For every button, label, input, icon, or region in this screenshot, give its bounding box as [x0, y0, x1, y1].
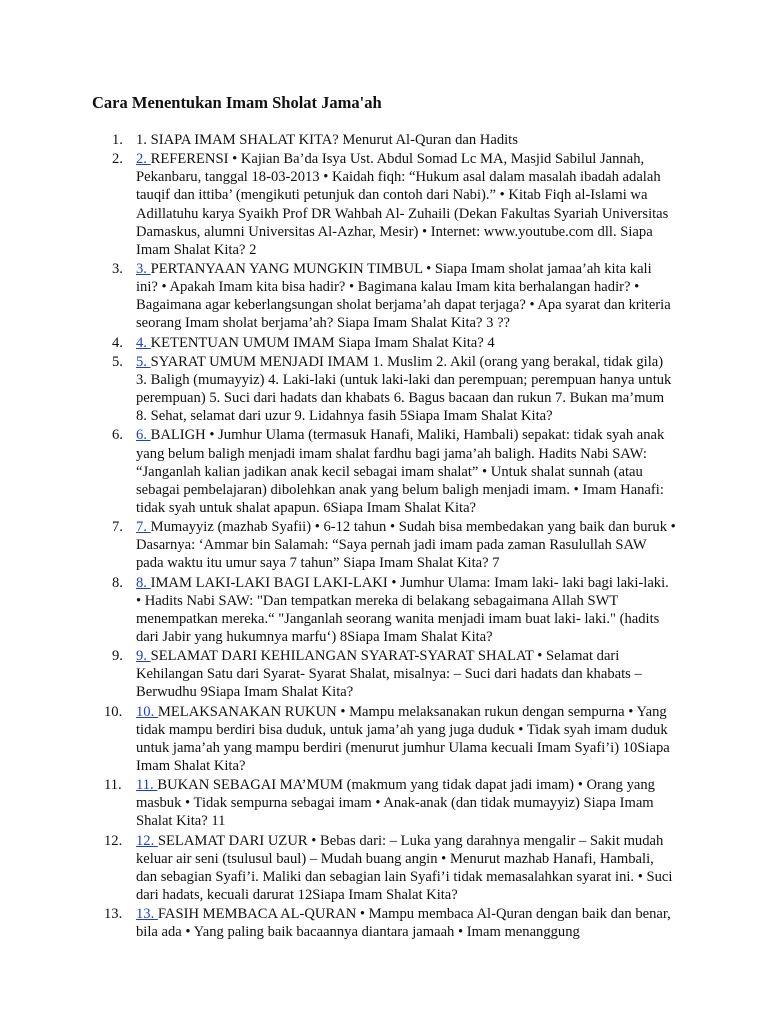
item-text: SYARAT UMUM MENJADI IMAM 1. Muslim 2. Akil (orang yang berakal, tidak gila) 3. Baligh (mumayyiz) 4. Laki-laki (untuk laki-laki dan perempuan; perempuan hanya untuk perempuan) 5. Suci dari hadats dan khabats 6. Bagus bacaan dan rukun 7. Bukan ma’mum 8. Sehat, selamat dari uzur 9. Lidahnya fasih 5Siapa Imam Shalat Kita?: [136, 353, 672, 425]
item-text: PERTANYAAN YANG MUNGKIN TIMBUL • Siapa Imam sholat jamaa’ah kita kali ini? • Apakah Imam kita bisa hadir? • Bagimana kalau Imam kita berhalangan hadir? • Bagaimana agar keberlangsungan sholat berjama’ah dapat terjaga? • Apa syarat dan kriteria seorang Imam sholat berjama’ah? Siapa Imam Shalat Kita? 3 ??: [136, 261, 671, 332]
list-item: [0, 518, 768, 572]
slide-link-3[interactable]: 3.: [136, 261, 151, 278]
item-number: 4.: [112, 334, 123, 351]
item-number: 6.: [112, 427, 123, 444]
item-text: IMAM LAKI-LAKI BAGI LAKI-LAKI • Jumhur Ulama: Imam laki- laki bagi laki-laki. • Hadits Nabi SAW: "Dan tempatkan mereka di belakang sebagaimana Allah SWT menempatkan mereka.“ "Janganlah seorang wanita menjadi imam buat laki- laki." (hadits dari Jabir yang hukumnya marfu‘) 8Siapa Imam Shalat Kita?: [136, 574, 669, 645]
item-number: 9.: [112, 648, 123, 665]
list-item: [0, 703, 768, 775]
item-text: BALIGH • Jumhur Ulama (termasuk Hanafi, Maliki, Hambali) sepakat: tidak syah anak yang belum baligh menjadi imam shalat fardhu bagi jama’ah baligh. Hadits Nabi SAW: “Janganlah kalian jadikan anak kecil sebagai imam shalat” • Untuk shalat sunnah (atau sebagai pembelajaran) dibolehkan anak yang belum baligh menjadi imam. • Imam Hanafi: tidak syah untuk shalat apapun. 6Siapa Imam Shalat Kita?: [136, 427, 665, 516]
slide-link-12[interactable]: 12.: [136, 832, 158, 849]
list-item: [0, 776, 768, 830]
list-item: [0, 260, 768, 332]
slide-link-5[interactable]: 5.: [136, 353, 151, 370]
item-number: 12.: [104, 832, 123, 849]
item-text: KETENTUAN UMUM IMAM Siapa Imam Shalat Kita? 4: [150, 334, 495, 351]
item-text: BUKAN SEBAGAI MA’MUM (makmum yang tidak dapat jadi imam) • Orang yang masbuk • Tidak sempurna sebagai imam • Anak-anak (dan tidak mumayyiz) Siapa Imam Shalat Kita? 11: [136, 777, 655, 830]
slide-link-9[interactable]: 9.: [136, 648, 151, 665]
list-item: [0, 647, 768, 701]
item-number: 10.: [104, 703, 123, 720]
list-item: [0, 334, 768, 352]
list-item: [0, 131, 768, 149]
slide-link-4[interactable]: 4.: [136, 334, 151, 351]
slide-link-11[interactable]: 11.: [136, 777, 158, 794]
list-item: [0, 353, 768, 425]
item-text: REFERENSI • Kajian Ba’da Isya Ust. Abdul Somad Lc MA, Masjid Sabilul Jannah, Pekanbaru, tanggal 18-03-2013 • Kaidah fiqh: “Hukum asal dalam masalah ibadah adalah tauqif dan ittiba’ (mengikuti petunjuk dan contoh dari Nabi).” • Kitab Fiqh al-Islami wa Adillatuhu karya Syaikh Prof DR Wahbah Al- Zuhaili (Dekan Fakultas Syariah Universitas Damaskus, alumni Universitas Al-Azhar, Mesir) • Internet: www.youtube.com dll. Siapa Imam Shalat Kita? 2: [136, 151, 669, 258]
list-item: [0, 150, 768, 259]
slide-link-2[interactable]: 2.: [136, 151, 151, 168]
document-title: Cara Menentukan Imam Sholat Jama'ah: [92, 93, 382, 112]
item-number: 8.: [112, 574, 123, 591]
item-text: 1. SIAPA IMAM SHALAT KITA? Menurut Al-Quran dan Hadits: [136, 132, 518, 148]
slide-link-8[interactable]: 8.: [136, 574, 151, 591]
list-item: [0, 905, 768, 941]
item-number: 7.: [112, 519, 123, 536]
item-text: MELAKSANAKAN RUKUN • Mampu melaksanakan rukun dengan sempurna • Yang tidak mampu berdiri bisa duduk, untuk jama’ah yang juga duduk • Tidak syah imam duduk untuk jama’ah yang mampu berdiri (menurut jumhur Ulama kecuali Imam Syafi’i) 10Siapa Imam Shalat Kita?: [136, 703, 670, 774]
item-text: SELAMAT DARI KEHILANGAN SYARAT-SYARAT SHALAT • Selamat dari Kehilangan Satu dari Syarat- Syarat Shalat, misalnya: – Suci dari hadats dan khabats – Berwudhu 9Siapa Imam Shalat Kita?: [136, 648, 642, 701]
slide-link-10[interactable]: 10.: [136, 703, 158, 720]
slide-link-13[interactable]: 13.: [136, 906, 158, 923]
item-text: Mumayyiz (mazhab Syafii) • 6-12 tahun • Sudah bisa membedakan yang baik dan buruk • Dasarnya: ‘Ammar bin Salamah: “Saya pernah jadi imam pada zaman Rasulullah SAW pada waktu itu umur saya 7 tahun” Siapa Imam Shalat Kita? 7: [136, 519, 676, 572]
slide-link-7[interactable]: 7.: [136, 519, 151, 536]
item-text: FASIH MEMBACA AL-QURAN • Mampu membaca Al-Quran dengan baik dan benar, bila ada • Yang paling baik bacaannya diantara jamaah • Imam menanggung: [136, 906, 671, 941]
item-text: SELAMAT DARI UZUR • Bebas dari: – Luka yang darahnya mengalir – Sakit mudah keluar air seni (tsulusul baul) – Mudah buang angin • Menurut mazhab Hanafi, Hambali, dan sebagian Syafi’i. Maliki dan sebagian lain Syafi’i tidak memasalahkan syarat ini. • Suci dari hadats, kecuali darurat 12Siapa Imam Shalat Kita?: [136, 832, 673, 903]
list-item: [0, 426, 768, 516]
item-number: 13.: [104, 906, 123, 923]
slide-link-6[interactable]: 6.: [136, 427, 151, 444]
item-list: [0, 131, 768, 943]
item-number: 11.: [104, 777, 122, 794]
item-number: 2.: [112, 151, 123, 168]
item-number: 1.: [112, 132, 123, 148]
item-number: 3.: [112, 261, 123, 278]
item-number: 5.: [112, 353, 123, 370]
list-item: [0, 574, 768, 646]
list-item: [0, 832, 768, 904]
